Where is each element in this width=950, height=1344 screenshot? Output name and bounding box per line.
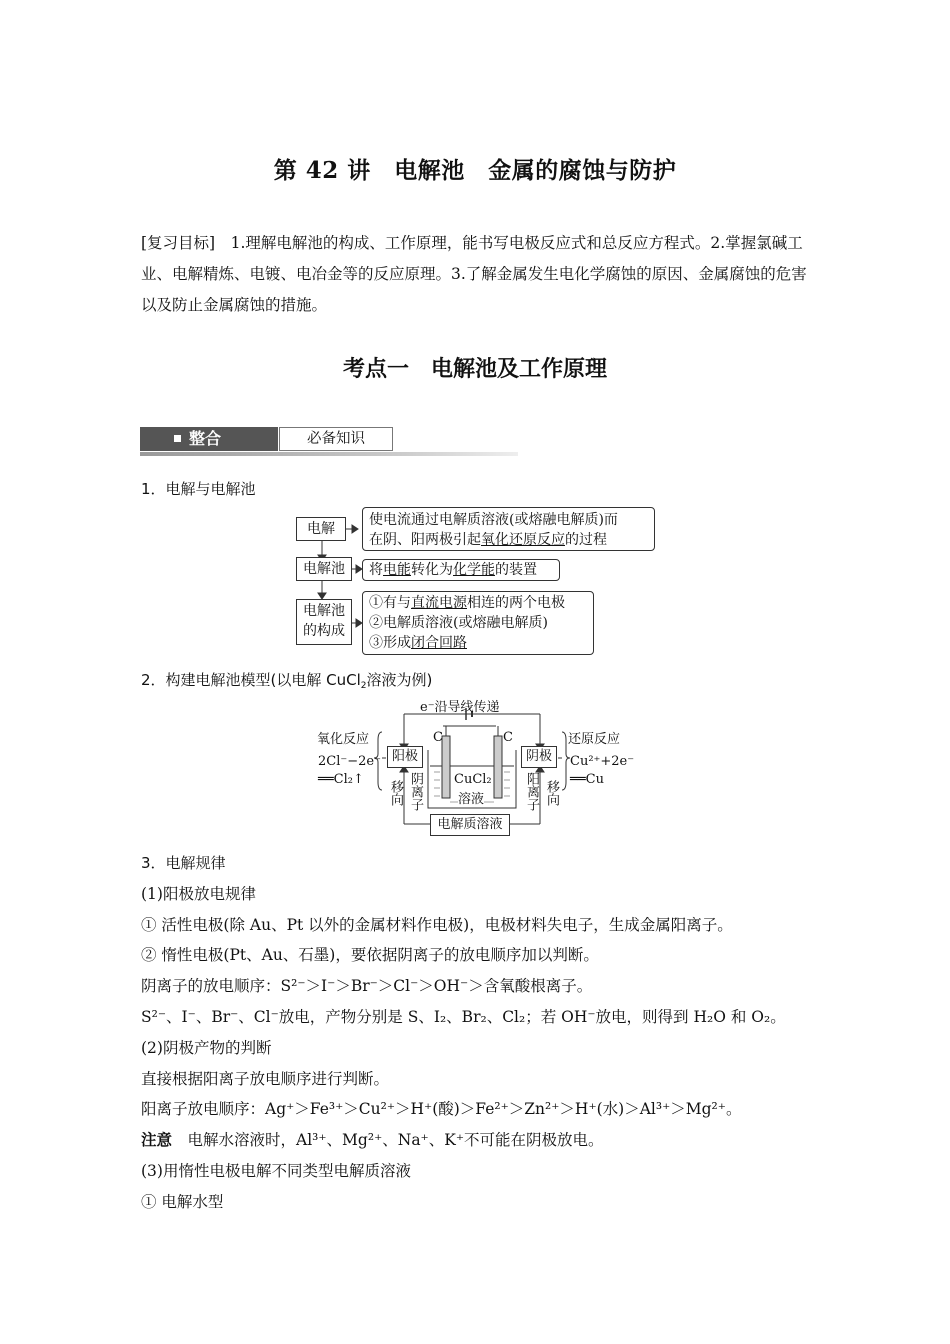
cation-order: 阳离子放电顺序：Ag⁺＞Fe³⁺＞Cu²⁺＞H⁺(酸)＞Fe²⁺＞Zn²⁺＞H⁺(水)＞Al³⁺＞Mg²⁺。 (141, 1100, 742, 1119)
item2-heading-a: 2．构建电解池模型(以电解 CuCl (141, 671, 361, 689)
electrolysis-flowchart (290, 505, 660, 657)
rule-anode-heading: (1)阳极放电规律 (141, 884, 256, 903)
banner-rule (140, 452, 518, 456)
def2-a: 将 (369, 562, 383, 578)
anion-order: 阴离子的放电顺序：S²⁻＞I⁻＞Br⁻＞Cl⁻＞OH⁻＞含氧酸根离子。 (141, 977, 593, 996)
electron-flow-label: e⁻沿导线传递 (420, 700, 500, 715)
banner-dark-tab (140, 427, 278, 451)
c1-a: ①有与 (369, 595, 411, 611)
components-label-2: 的构成 (303, 623, 345, 639)
flow-box-components (296, 599, 352, 645)
anion-move-label: 移向 (388, 780, 403, 806)
objectives-label: [复习目标] (141, 234, 216, 252)
rule-active-electrode: ① 活性电极(除 Au、Pt 以外的金属材料作电极)，电极材料失电子，生成金属阳离子。 (141, 915, 733, 934)
cation-move-label: 移向 (544, 780, 559, 806)
electrolysis-rules (141, 848, 821, 1218)
def1-text: 在阴、阳两极引起 (369, 532, 481, 548)
cathode-equation-2: ══Cu (570, 772, 604, 787)
component-2: ②电解质溶液(或熔融电解质) (369, 615, 548, 631)
section-banner (140, 427, 518, 457)
review-objectives (141, 228, 813, 321)
flow-box-cell: 电解池 (296, 557, 352, 581)
cathode-equation-1: Cu²⁺+2e⁻ (570, 754, 635, 769)
def1-underlined: 氧化还原反应 (481, 532, 565, 548)
components-label-1: 电解池 (303, 603, 345, 619)
anode-equation-1: 2Cl⁻−2e⁻ (318, 754, 381, 769)
note-text: 电解水溶液时，Al³⁺、Mg²⁺、Na⁺、K⁺不可能在阴极放电。 (172, 1131, 604, 1150)
anode-equation-2: ══Cl₂↑ (318, 772, 364, 787)
component-3 (369, 633, 587, 653)
banner-dark-label: 整合 (189, 429, 222, 448)
cathode-box: 阴极 (521, 746, 557, 768)
def2-b: 转化为 (411, 562, 453, 578)
item3-heading: 3．电解规律 (141, 854, 226, 872)
cathode-judgement: 直接根据阳离子放电顺序进行判断。 (141, 1069, 390, 1088)
objectives-text: 1.理解电解池的构成、工作原理，能书写电极反应式和总反应方程式。2.掌握氯碱工业、电解精炼、电镀、电冶金等的反应原理。3.了解金属发生电化学腐蚀的原因、金属腐蚀的危害以及防止金属腐蚀的措施。 (141, 234, 807, 314)
component-1 (369, 593, 587, 613)
c3-underlined: 闭合回路 (411, 635, 467, 651)
section-title: 考点一 电解池及工作原理 (342, 356, 607, 382)
banner-light-tab: 必备知识 (279, 427, 393, 451)
rule-inert-electrode: ② 惰性电极(Pt、Au、石墨)，要依据阴离子的放电顺序加以判断。 (141, 946, 599, 965)
flow-def-cell (362, 559, 560, 581)
solution-word: 溶液 (458, 788, 484, 807)
flow-box-electrolysis: 电解 (296, 517, 346, 541)
anion-products: S²⁻、I⁻、Br⁻、Cl⁻放电，产物分别是 S、I₂、Br₂、Cl₂；若 OH⁻放电，则得到 H₂O 和 O₂。 (141, 1007, 786, 1026)
item2-heading-b: 溶液为例) (366, 671, 433, 689)
def1-end: 的过程 (565, 532, 607, 548)
item2-heading (141, 669, 432, 690)
def2-u2: 化学能 (453, 562, 495, 578)
def2-u1: 电能 (383, 562, 411, 578)
square-bullet-icon (174, 435, 181, 442)
def1-line2 (369, 530, 648, 550)
c1-b: 相连的两个电极 (467, 595, 565, 611)
anion-label: 阴离子 (408, 772, 423, 811)
lecture-title: 第 42 讲 电解池 金属的腐蚀与防护 (273, 157, 677, 184)
solution-formula: CuCl₂ (454, 772, 492, 787)
c1-underlined: 直流电源 (411, 595, 467, 611)
note (141, 1125, 821, 1156)
rule-cathode-heading: (2)阴极产物的判断 (141, 1038, 272, 1057)
def1-line1: 使电流通过电解质溶液(或熔融电解质)而 (369, 512, 618, 528)
c3-a: ③形成 (369, 635, 411, 651)
item1-heading: 1．电解与电解池 (141, 480, 256, 498)
oxidation-label: 氧化反应 (317, 732, 370, 747)
item2-heading-sub: 2 (360, 681, 367, 691)
flow-def-electrolysis (362, 507, 655, 551)
cation-label: 阳离子 (524, 772, 539, 811)
note-label: 注意 (141, 1131, 173, 1150)
water-electrolysis-type: ① 电解水型 (141, 1192, 224, 1211)
electrolyte-box: 电解质溶液 (430, 814, 510, 836)
anode-box: 阳极 (387, 746, 423, 768)
reduction-label: 还原反应 (568, 732, 621, 747)
rule-inert-types-heading: (3)用惰性电极电解不同类型电解质溶液 (141, 1161, 411, 1180)
def2-c: 的装置 (495, 562, 537, 578)
electrolytic-cell-diagram (300, 696, 640, 842)
electrode-c-right: C (503, 730, 513, 745)
flow-components-list (362, 591, 594, 655)
electrode-c-left: C (433, 730, 443, 745)
